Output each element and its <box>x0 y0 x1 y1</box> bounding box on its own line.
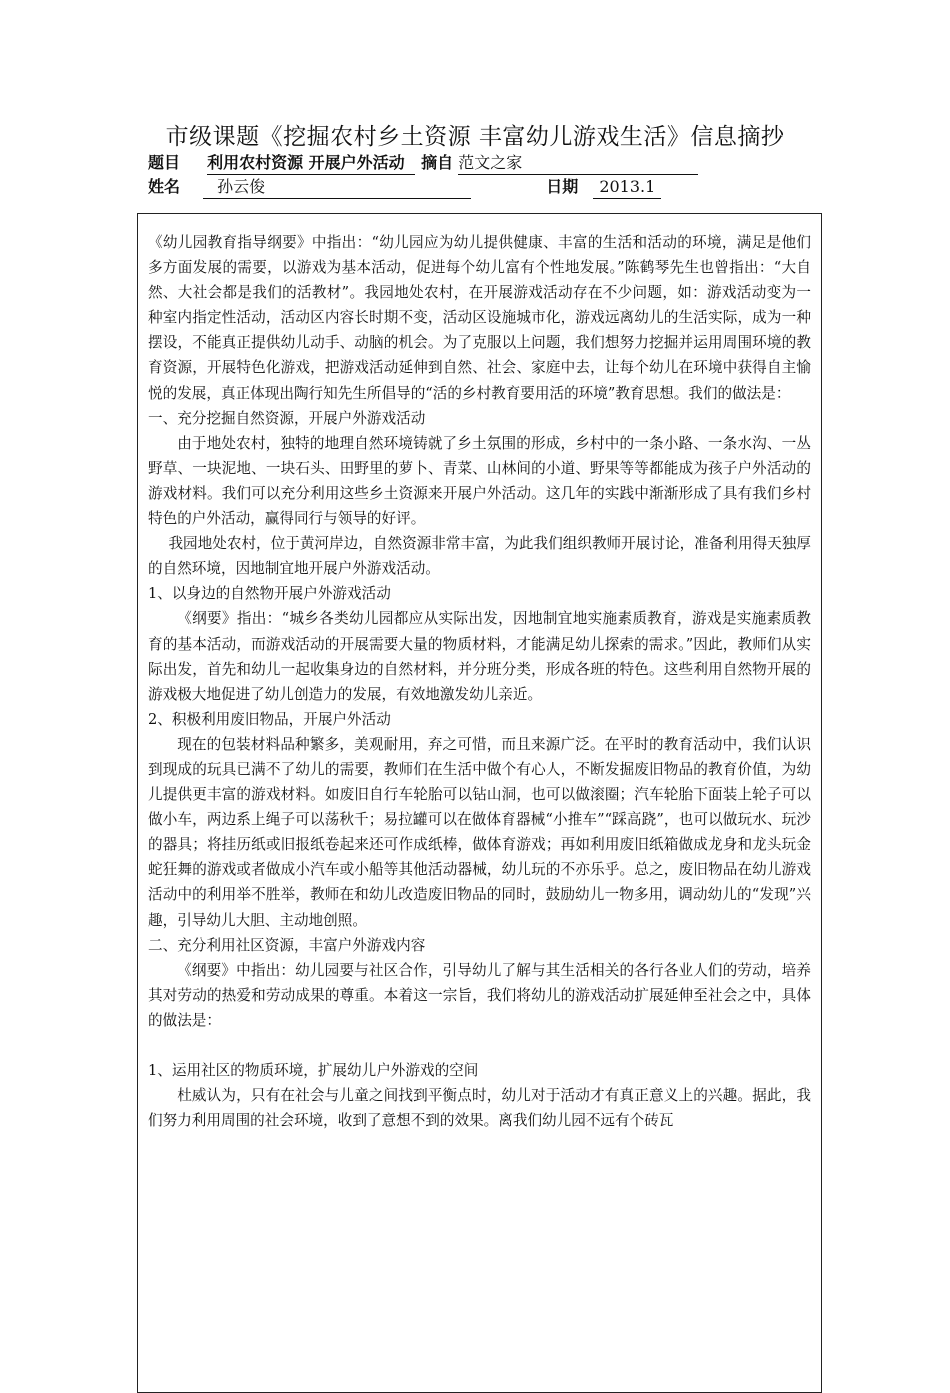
name-label: 姓名 <box>148 177 181 196</box>
paragraph: 《纲要》中指出：幼儿园要与社区合作，引导幼儿了解与其生活相关的各行各业人们的劳动，培养其对劳动的热爱和劳动成果的尊重。本着这一宗旨，我们将幼儿的游戏活动扩展延伸至社会之中，具体的做法是： <box>148 961 811 1029</box>
topic-value: 利用农村资源 开展户外活动 <box>207 152 415 175</box>
subheading-2-1: 1、运用社区的物质环境，扩展幼儿户外游戏的空间 <box>148 1062 479 1080</box>
paragraph: 杜威认为，只有在社会与儿童之间找到平衡点时，幼儿对于活动才有真正意义上的兴趣。据此，我们努力利用周围的社会环境，收到了意想不到的效果。离我们幼儿园不远有个砖瓦 <box>148 1087 811 1130</box>
date-label: 日期 <box>546 177 579 196</box>
name-value: 孙云俊 <box>203 176 471 199</box>
content-body <box>148 230 811 1133</box>
source-label: 摘自 <box>421 153 454 172</box>
paragraph: 《纲要》指出：“城乡各类幼儿园都应从实际出发，因地制宜地实施素质教育，游戏是实施素质教育的基本活动，而游戏活动的开展需要大量的物质材料，才能满足幼儿探索的需求。”因此，教师们从实际出发，首先和幼儿一起收集身边的自然材料，并分班分类，形成各班的特色。这些利用自然物开展的游戏极大地促进了幼儿创造力的发展，有效地激发幼儿亲近。 <box>148 610 811 703</box>
paragraph: 我园地处农村，位于黄河岸边，自然资源非常丰富，为此我们组织教师开展讨论，准备利用得天独厚的自然环境，因地制宜地开展户外游戏活动。 <box>148 535 811 578</box>
intro-paragraph: 《幼儿园教育指导纲要》中指出：“幼儿园应为幼儿提供健康、丰富的生活和活动的环境，满足是他们多方面发展的需要，以游戏为基本活动，促进每个幼儿富有个性地发展。”陈鹤琴先生也曾指出：“大自然、大社会都是我们的活教材”。我园地处农村，在开展游戏活动存在不少问题，如：游戏活动变为一种室内指定性活动，活动区内容长时期不变，活动区设施城市化，游戏远离幼儿的生活实际，成为一种摆设，不能真正提供幼儿动手、动脑的机会。为了克服以上问题，我们想努力挖掘并运用周围环境的教育资源，开展特色化游戏，把游戏活动延伸到自然、社会、家庭中去，让每个幼儿在环境中获得自主愉悦的发展，真正体现出陶行知先生所倡导的“活的乡村教育要用活的环境”教育思想。我们的做法是： <box>148 234 811 402</box>
section-heading-1: 一、充分挖掘自然资源，开展户外游戏活动 <box>148 409 426 427</box>
paragraph: 现在的包装材料品种繁多，美观耐用，弃之可惜，而且来源广泛。在平时的教育活动中，我们认识到现成的玩具已满不了幼儿的需要，教师们在生活中做个有心人，不断发掘废旧物品的教育价值，为幼儿提供更丰富的游戏材料。如废旧自行车轮胎可以钻山洞，也可以做滚圈；汽车轮胎下面装上轮子可以做小车，两边系上绳子可以荡秋千；易拉罐可以在做体育器械“小推车”“踩高跷”，也可以做玩水、玩沙的器具；将挂历纸或旧报纸卷起来还可作成纸棒，做体育游戏；再如利用废旧纸箱做成龙身和龙头玩金蛇狂舞的游戏或者做成小汽车或小船等其他活动器械，幼儿玩的不亦乐乎。总之，废旧物品在幼儿游戏活动中的利用举不胜举，教师在和幼儿改造废旧物品的同时，鼓励幼儿一物多用，调动幼儿的“发现”兴趣，引导幼儿大胆、主动地创照。 <box>148 735 811 929</box>
blank-line <box>148 1033 811 1058</box>
author-line <box>148 176 661 199</box>
topic-label: 题目 <box>148 153 181 172</box>
source-value: 范文之家 <box>458 152 698 175</box>
subheading-1-2: 2、积极利用废旧物品，开展户外活动 <box>148 710 391 728</box>
subheading-1-1: 1、以身边的自然物开展户外游戏活动 <box>148 585 391 603</box>
topic-line <box>148 152 698 175</box>
content-frame <box>137 213 822 1393</box>
document-title: 市级课题《挖掘农村乡土资源 丰富幼儿游戏生活》信息摘抄 <box>165 124 785 150</box>
section-heading-2: 二、充分利用社区资源，丰富户外游戏内容 <box>148 936 426 954</box>
date-value: 2013.1 <box>593 176 661 199</box>
paragraph: 由于地处农村，独特的地理自然环境铸就了乡土氛围的形成，乡村中的一条小路、一条水沟、一丛野草、一块泥地、一块石头、田野里的萝卜、青菜、山林间的小道、野果等等都能成为孩子户外活动的游戏材料。我们可以充分利用这些乡土资源来开展户外活动。这几年的实践中渐渐形成了具有我们乡村特色的户外活动，赢得同行与领导的好评。 <box>148 434 811 528</box>
